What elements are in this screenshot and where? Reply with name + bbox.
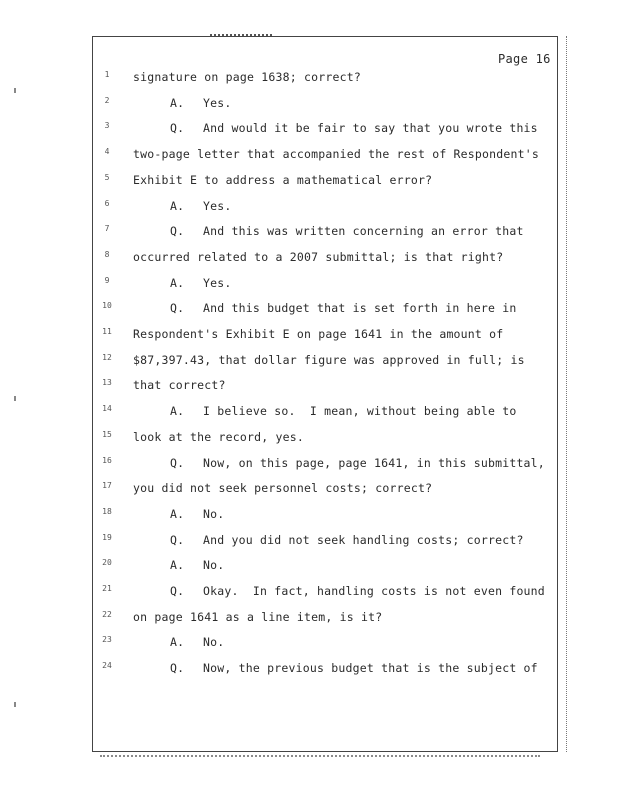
line-number: 19	[102, 532, 112, 542]
transcript-line	[100, 70, 550, 90]
line-text	[133, 147, 539, 161]
transcript-line	[100, 301, 550, 321]
testimony-text: Yes.	[203, 198, 232, 213]
line-text	[170, 96, 232, 110]
testimony-text: Yes.	[203, 95, 232, 110]
left-margin-mark	[14, 396, 16, 401]
testimony-text: I believe so. I mean, without being able to	[203, 404, 517, 419]
line-text	[170, 584, 545, 598]
transcript-line	[100, 430, 550, 450]
testimony-text: And this budget that is set forth in here in	[203, 301, 517, 316]
transcript-line	[100, 584, 550, 604]
line-number: 4	[104, 147, 110, 157]
testimony-text: Exhibit E to address a mathematical error?	[133, 172, 433, 187]
line-text	[170, 276, 232, 290]
line-text	[133, 353, 525, 367]
line-text	[170, 301, 516, 315]
line-number: 3	[104, 121, 110, 131]
line-text	[133, 173, 432, 187]
line-text	[133, 70, 361, 84]
line-number: 20	[102, 558, 112, 568]
transcript-line	[100, 224, 550, 244]
testimony-text: $87,397.43, that dollar figure was approved in full; is	[133, 352, 525, 367]
testimony-text: And this was written concerning an error that	[203, 224, 524, 239]
line-number: 7	[104, 224, 110, 234]
line-number: 8	[104, 249, 110, 259]
testimony-text: No.	[203, 506, 225, 521]
transcript-line	[100, 507, 550, 527]
speaker-tag: A.	[170, 558, 185, 573]
line-number: 15	[102, 429, 112, 439]
testimony-text: No.	[203, 558, 225, 573]
bottom-footer-scan-noise	[100, 755, 540, 757]
speaker-tag: Q.	[170, 121, 185, 136]
testimony-text: Yes.	[203, 275, 232, 290]
line-text	[170, 404, 516, 418]
line-number: 24	[102, 661, 112, 671]
transcript-line	[100, 250, 550, 270]
speaker-tag: A.	[170, 404, 185, 419]
transcript-line	[100, 481, 550, 501]
transcript-line	[100, 635, 550, 655]
transcript-line	[100, 533, 550, 553]
line-text	[133, 250, 503, 264]
testimony-text: No.	[203, 635, 225, 650]
testimony-text: occurred related to a 2007 submittal; is that right?	[133, 249, 504, 264]
speaker-tag: Q.	[170, 532, 185, 547]
testimony-text: Respondent's Exhibit E on page 1641 in the amount of	[133, 327, 504, 341]
line-text	[133, 378, 226, 392]
top-edge-mark	[210, 34, 272, 36]
line-text	[170, 533, 524, 547]
page-number: Page 16	[498, 52, 551, 66]
speaker-tag: A.	[170, 275, 185, 290]
line-text	[170, 558, 224, 572]
speaker-tag: Q.	[170, 224, 185, 239]
line-text	[133, 430, 304, 444]
line-number: 16	[102, 455, 112, 465]
testimony-text: Now, the previous budget that is the subject of	[203, 661, 538, 676]
testimony-text: look at the record, yes.	[133, 429, 304, 444]
line-number: 5	[104, 172, 110, 182]
transcript-line	[100, 121, 550, 141]
left-margin-mark	[14, 702, 16, 707]
testimony-text: Okay. In fact, handling costs is not even found	[203, 584, 545, 598]
line-text	[170, 199, 232, 213]
right-margin-dotted-line	[566, 36, 567, 752]
line-number: 2	[104, 95, 110, 105]
speaker-tag: Q.	[170, 455, 185, 470]
speaker-tag: Q.	[170, 301, 185, 316]
speaker-tag: A.	[170, 506, 185, 521]
transcript-line	[100, 276, 550, 296]
transcript-line	[100, 661, 550, 681]
transcript-line	[100, 199, 550, 219]
line-text	[133, 610, 382, 624]
transcript-line	[100, 378, 550, 398]
speaker-tag: Q.	[170, 661, 185, 676]
transcript-line	[100, 147, 550, 167]
line-text	[170, 224, 524, 238]
line-number: 22	[102, 609, 112, 619]
line-number: 18	[102, 506, 112, 516]
line-number: 21	[102, 584, 112, 593]
line-text	[170, 635, 224, 649]
transcript-line	[100, 173, 550, 193]
left-margin-mark	[14, 88, 16, 93]
line-text	[133, 327, 503, 341]
line-number: 12	[102, 352, 112, 362]
line-number: 10	[102, 301, 112, 311]
line-number: 11	[102, 327, 112, 336]
transcript-line	[100, 610, 550, 630]
transcript-line	[100, 353, 550, 373]
testimony-text: And you did not seek handling costs; correct?	[203, 532, 524, 547]
testimony-text: two-page letter that accompanied the rest of Respondent's	[133, 147, 540, 162]
line-number: 9	[104, 275, 110, 285]
transcript-line	[100, 404, 550, 424]
line-text	[133, 481, 432, 495]
line-text	[170, 121, 538, 135]
speaker-tag: A.	[170, 635, 185, 650]
testimony-text: Now, on this page, page 1641, in this submittal,	[203, 455, 545, 470]
testimony-text: signature on page 1638; correct?	[133, 70, 361, 84]
line-text	[170, 507, 224, 521]
speaker-tag: A.	[170, 95, 185, 110]
line-number: 1	[104, 70, 110, 79]
line-number: 13	[102, 378, 112, 388]
testimony-text: that correct?	[133, 378, 226, 393]
transcript-line	[100, 327, 550, 347]
line-number: 14	[102, 404, 112, 414]
speaker-tag: Q.	[170, 584, 185, 598]
line-number: 23	[102, 635, 112, 645]
speaker-tag: A.	[170, 198, 185, 213]
testimony-text: And would it be fair to say that you wrote this	[203, 121, 538, 136]
line-number: 17	[102, 481, 112, 491]
testimony-text: on page 1641 as a line item, is it?	[133, 609, 383, 624]
line-number: 6	[104, 198, 110, 208]
transcript-line	[100, 456, 550, 476]
transcript-line	[100, 558, 550, 578]
testimony-text: you did not seek personnel costs; correct?	[133, 481, 433, 496]
line-text	[170, 661, 538, 675]
line-text	[170, 456, 545, 470]
transcript-line	[100, 96, 550, 116]
